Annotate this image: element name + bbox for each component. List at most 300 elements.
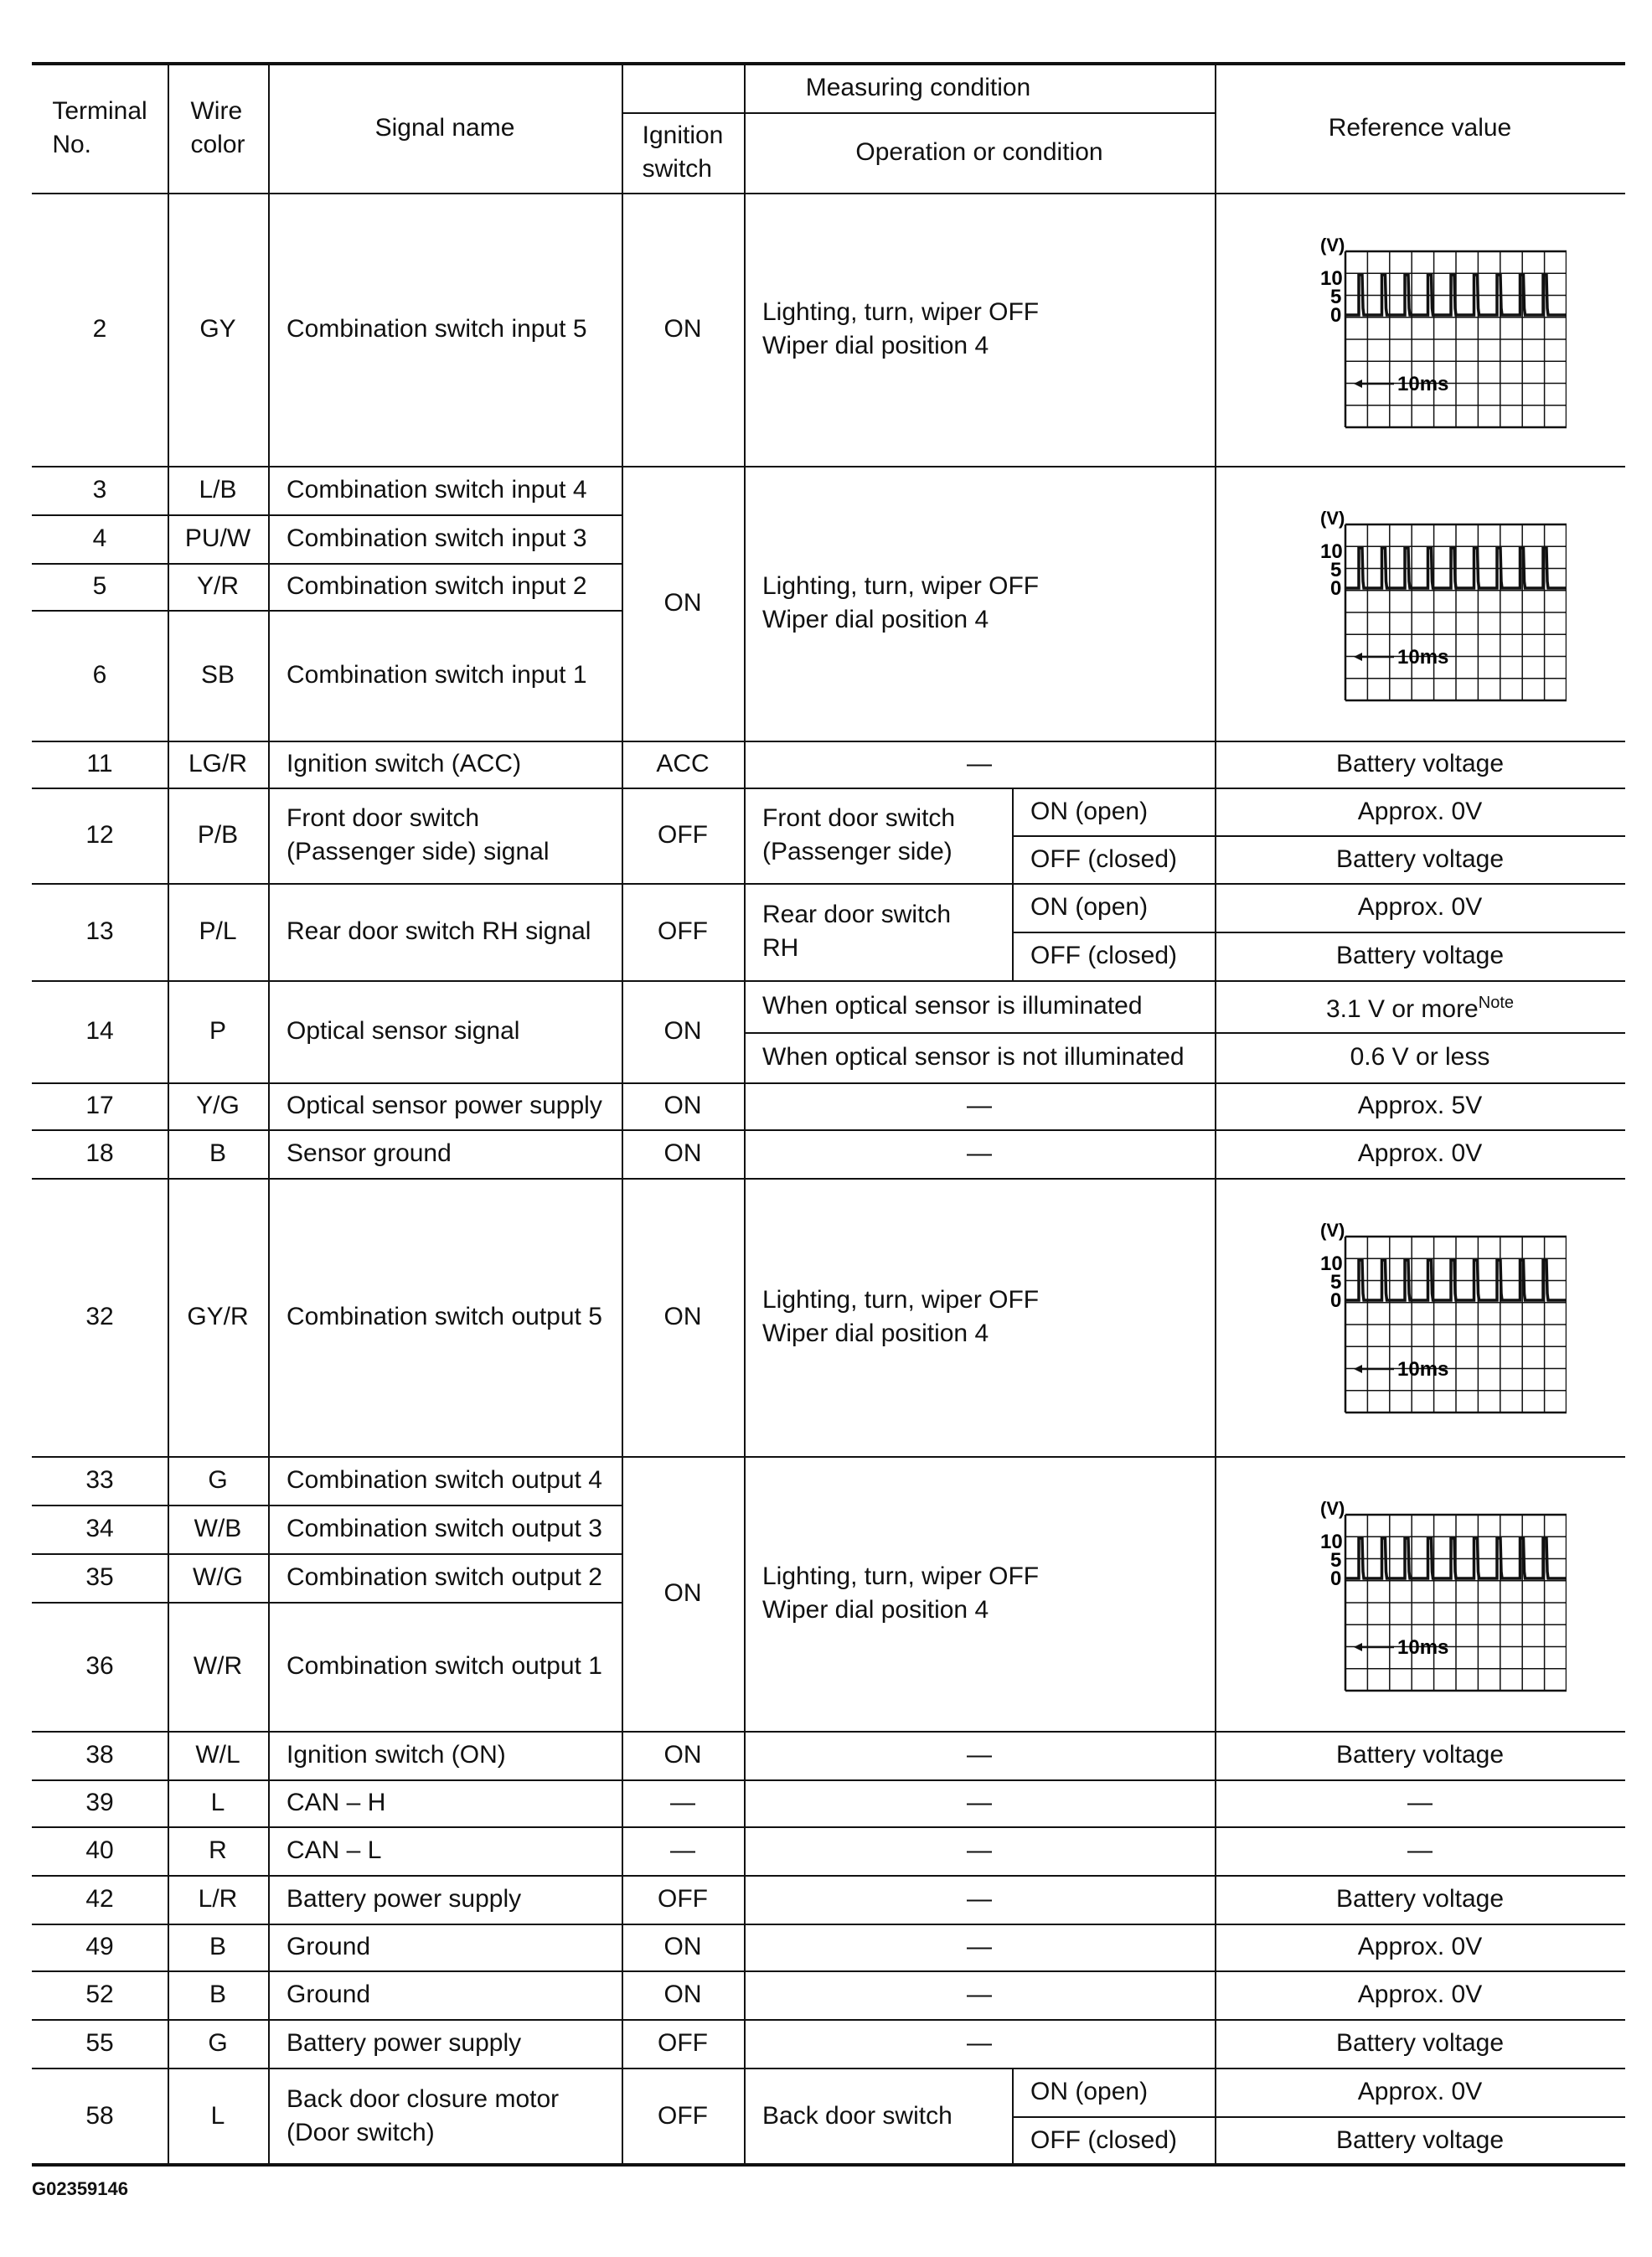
signal-name-text: Ignition switch (ON) [287,1741,506,1769]
reference-value-text: Approx. 0V [1357,1139,1483,1167]
operation-condition [744,1456,1215,1731]
signal-name [268,788,622,883]
operation-condition [744,1779,1215,1826]
terminal-no [32,1178,168,1456]
reference-value [1215,741,1625,788]
ignition-switch-text: ON [663,1092,702,1119]
signal-name-text: Combination switch output 1 [287,1652,602,1680]
wire-color [168,1875,268,1924]
reference-value [1215,1875,1625,1924]
scope-unit-label: (V) [1320,508,1345,529]
terminal-no [32,980,168,1082]
switch-state-text: ON (open) [1030,893,1149,921]
reference-value [1215,1924,1625,1970]
terminal-no-text: 17 [85,1092,114,1119]
ignition-switch-text: OFF [658,2029,708,2057]
operation-condition-text: — [967,1789,992,1816]
wire-color-text: Y/G [196,1092,240,1119]
signal-name [268,1505,622,1553]
ignition-switch-text: ON [663,1303,702,1330]
reference-value-text: Approx. 0V [1357,2078,1483,2105]
reference-waveform [1215,466,1625,741]
switch-state [1012,835,1215,883]
switch-state-text: ON (open) [1030,797,1149,825]
scope-y-tick-10: 10 [1320,1531,1343,1553]
ignition-switch [622,1731,744,1779]
wire-color [168,1456,268,1505]
scope-period-label: 10ms [1397,373,1449,395]
reference-value-text: Battery voltage [1335,2029,1505,2057]
wire-color-text: GY/R [187,1303,249,1330]
signal-name [268,1129,622,1178]
ignition-switch-text: OFF [658,2102,708,2130]
wire-color [168,980,268,1082]
terminal-no-text: 38 [85,1741,114,1769]
header-ignition-switch-text: Ignition switch [642,121,724,183]
scope-y-tick-5: 5 [1330,1271,1342,1294]
reference-value-text: Approx. 0V [1357,797,1483,825]
scope-y-tick-10: 10 [1320,1252,1343,1275]
scope-arrowhead-icon [1354,1365,1362,1373]
reference-value [1215,1826,1625,1875]
waveform-scope [1282,235,1567,452]
reference-value-text: Battery voltage [1335,2126,1505,2154]
terminal-no [32,1082,168,1129]
signal-name-text: Combination switch output 4 [287,1466,602,1494]
reference-value-text: 3.1 V or more$^{Note}$ [1326,994,1514,1023]
operation-condition [744,1924,1215,1970]
terminal-no-text: 14 [85,1017,114,1045]
operation-condition-text: — [967,1836,992,1864]
terminal-no-text: 12 [85,821,114,849]
waveform-scope [1282,1498,1567,1716]
scope-unit-label: (V) [1320,1498,1345,1519]
operation-condition-text: — [967,1933,992,1960]
wire-color-text: P/B [197,821,239,849]
scope-period-label: 10ms [1397,1636,1449,1659]
signal-name-text: Combination switch output 5 [287,1303,602,1330]
operation-condition-text: — [967,1092,992,1119]
scope-y-tick-0: 0 [1330,1568,1342,1590]
signal-name [268,1178,622,1456]
reference-value-text: Battery voltage [1335,844,1505,873]
ignition-switch [622,980,744,1082]
reference-value [1215,2019,1625,2068]
wire-color-text: G [208,1466,228,1494]
scope-period-label: 10ms [1397,646,1449,669]
wire-color [168,610,268,741]
scope-arrowhead-icon [1354,653,1362,661]
waveform-scope [1282,1220,1567,1438]
wire-color-text: W/R [193,1652,243,1680]
terminal-no-text: 13 [85,917,114,945]
wire-color [168,2068,268,2165]
wire-color-text: Y/R [196,572,239,600]
reference-value [1215,932,1625,980]
terminal-no [32,1602,168,1731]
signal-name-text: Combination switch output 2 [287,1563,602,1591]
ignition-switch-text: ON [663,315,702,343]
ignition-switch-text: ON [663,1017,702,1045]
figure-id: G02359146 [32,2178,128,2199]
signal-name-text: Combination switch input 4 [287,476,587,504]
ignition-switch-text: ACC [656,750,710,777]
ignition-switch [622,1924,744,1970]
operation-condition-text: Lighting, turn, wiper OFF Wiper dial position 4 [762,1562,1040,1624]
header-measuring-condition [622,64,1215,112]
wire-color [168,466,268,514]
operation-condition-text: — [967,1741,992,1769]
terminal-no-text: 35 [85,1563,114,1591]
signal-name-text: Ground [287,1933,371,1960]
terminal-no [32,610,168,741]
wire-color [168,193,268,466]
ignition-switch-text: ON [663,1981,702,2008]
ignition-switch-text: ON [663,1741,702,1769]
terminal-no-text: 55 [85,2029,114,2057]
signal-name [268,1875,622,1924]
terminal-no-text: 34 [85,1515,114,1542]
scope-y-tick-5: 5 [1330,286,1342,308]
signal-name [268,1826,622,1875]
operation-condition-text: Lighting, turn, wiper OFF Wiper dial position 4 [762,1286,1040,1347]
header-wire-color-text: Wire color [190,97,245,158]
wire-color-text: L/R [198,1885,238,1913]
scope-period-label: 10ms [1397,1358,1449,1381]
wire-color [168,514,268,563]
terminal-no [32,1970,168,2019]
wire-color-text: W/B [194,1515,242,1542]
terminal-no-text: 39 [85,1789,114,1816]
signal-name [268,980,622,1082]
signal-name-text: Ground [287,1981,371,2008]
table-bottom-rule [32,2163,1625,2167]
ignition-switch [622,1082,744,1129]
terminal-no [32,741,168,788]
header-terminal-text: Terminal No. [52,97,147,158]
terminal-no [32,1129,168,1178]
ignition-switch [622,741,744,788]
terminal-no-text: 40 [85,1836,114,1864]
operation-condition [744,466,1215,741]
wire-color [168,741,268,788]
header-wire-color [168,64,268,193]
header-operation-text: Operation or condition [855,138,1103,166]
terminal-no [32,1553,168,1602]
terminal-no [32,1826,168,1875]
ignition-switch-text: — [670,1836,695,1864]
ignition-switch [622,2068,744,2165]
wire-color-text: W/L [195,1741,240,1769]
ignition-switch [622,1178,744,1456]
wire-color-text: B [209,1139,226,1167]
switch-state-text: OFF (closed) [1030,2126,1178,2154]
reference-value [1215,2068,1625,2116]
operation-condition-text: Lighting, turn, wiper OFF Wiper dial position 4 [762,298,1040,359]
wire-color-text: W/G [193,1563,243,1591]
reference-value-text: Battery voltage [1335,750,1505,777]
scope-y-tick-5: 5 [1330,559,1342,581]
ignition-switch [622,883,744,980]
signal-name [268,883,622,980]
terminal-no-text: 4 [92,524,107,552]
operation-condition [744,883,1012,980]
signal-name-text: Battery power supply [287,1885,522,1913]
header-signal-name-text: Signal name [374,114,515,142]
signal-name [268,610,622,741]
signal-name [268,741,622,788]
signal-name-text: CAN – H [287,1789,386,1816]
signal-name [268,1082,622,1129]
header-terminal [32,64,168,193]
scope-y-tick-0: 0 [1330,1289,1342,1312]
terminal-no-text: 52 [85,1981,114,2008]
terminal-no [32,1875,168,1924]
signal-name-text: Ignition switch (ACC) [287,750,522,777]
signal-name [268,514,622,563]
wire-color [168,1082,268,1129]
header-measuring-condition-text: Measuring condition [805,74,1031,101]
operation-condition [744,1178,1215,1456]
terminal-no-text: 42 [85,1885,114,1913]
terminal-no-text: 36 [85,1652,114,1680]
signal-name [268,2068,622,2165]
reference-value-text: 0.6 V or less [1350,1043,1490,1071]
ignition-switch-text: — [670,1789,695,1816]
signal-name-text: Combination switch input 5 [287,315,587,343]
operation-condition [744,788,1012,883]
terminal-no [32,563,168,610]
reference-value-text: — [1407,1836,1433,1864]
reference-waveform [1215,193,1625,466]
ignition-switch-text: OFF [658,917,708,945]
header-ignition-switch [622,112,744,193]
wire-color-text: L [210,1789,225,1816]
scope-y-tick-0: 0 [1330,304,1342,327]
reference-value-text: Battery voltage [1335,942,1505,969]
reference-value [1215,883,1625,932]
signal-name-text: Combination switch input 2 [287,572,587,600]
signal-name [268,1924,622,1970]
terminal-no-text: 6 [92,661,107,689]
terminal-no-text: 3 [92,476,107,504]
ignition-switch [622,788,744,883]
ignition-switch [622,1826,744,1875]
ignition-switch [622,1875,744,1924]
switch-state-text: ON (open) [1030,2078,1149,2105]
scope-y-tick-10: 10 [1320,267,1343,290]
wire-color [168,1731,268,1779]
terminal-no [32,2068,168,2165]
ignition-switch-text: OFF [658,1885,708,1913]
operation-condition [744,1970,1215,2019]
signal-name [268,2019,622,2068]
scope-arrowhead-icon [1354,1643,1362,1651]
wire-color-text: B [209,1981,226,2008]
ignition-switch-text: ON [663,1139,702,1167]
wire-color [168,1826,268,1875]
terminal-no [32,193,168,466]
reference-value-text: Approx. 0V [1357,1981,1483,2008]
operation-condition [744,193,1215,466]
operation-condition [744,1731,1215,1779]
signal-name-text: Combination switch output 3 [287,1515,602,1542]
signal-name-text: Combination switch input 3 [287,524,587,552]
operation-condition-text: Back door switch [762,2102,952,2130]
reference-value-text: Approx. 0V [1357,1933,1483,1960]
wire-color-text: LG/R [188,750,248,777]
operation-condition-text: Lighting, turn, wiper OFF Wiper dial position 4 [762,572,1040,633]
reference-value [1215,1032,1625,1082]
terminal-no [32,1505,168,1553]
operation-condition [744,980,1215,1032]
operation-condition [744,2068,1012,2165]
operation-condition-text: Rear door switch RH [762,901,952,962]
wire-color-text: L [210,2102,225,2130]
terminal-no-text: 2 [92,315,107,343]
wire-color-text: R [209,1836,227,1864]
operation-condition [744,1032,1215,1082]
reference-value [1215,980,1625,1032]
terminal-no-text: 49 [85,1933,114,1960]
switch-state [1012,883,1215,932]
ignition-switch [622,1456,744,1731]
wire-color [168,2019,268,2068]
switch-state [1012,2116,1215,2165]
operation-condition-text: — [967,1981,992,2008]
operation-condition-text: — [967,2029,992,2057]
wire-color [168,1602,268,1731]
wire-color [168,1924,268,1970]
terminal-no-text: 5 [92,572,107,600]
terminal-no-text: 58 [85,2102,114,2130]
reference-value [1215,1970,1625,2019]
scope-unit-label: (V) [1320,1220,1345,1241]
switch-state [1012,932,1215,980]
scope-y-tick-5: 5 [1330,1549,1342,1572]
note-marker: Note [1478,994,1514,1012]
terminal-no [32,466,168,514]
signal-name-text: Sensor ground [287,1139,452,1167]
signal-name [268,1779,622,1826]
operation-condition [744,1082,1215,1129]
ignition-switch [622,1129,744,1178]
switch-state [1012,2068,1215,2116]
reference-value-text: Battery voltage [1335,1885,1505,1913]
terminal-no [32,514,168,563]
operation-condition-text: Front door switch (Passenger side) [762,804,956,865]
terminal-no [32,1456,168,1505]
signal-name-text: Battery power supply [287,2029,522,2057]
operation-condition-text: — [967,750,992,777]
operation-condition-text: — [967,1139,992,1167]
header-reference-value-text: Reference value [1328,114,1512,142]
terminal-no-text: 32 [85,1303,114,1330]
signal-name-text: Front door switch (Passenger side) signal [287,804,550,865]
wire-color-text: L/B [199,476,237,504]
signal-name [268,563,622,610]
operation-condition-text: When optical sensor is not illuminated [762,1043,1185,1071]
switch-state-text: OFF (closed) [1030,844,1178,873]
signal-name-text: Combination switch input 1 [287,661,587,689]
terminal-no-text: 33 [85,1466,114,1494]
signal-name [268,1553,622,1602]
operation-condition [744,1826,1215,1875]
wire-color-text: P/L [199,917,237,945]
ignition-switch [622,193,744,466]
wire-color-text: PU/W [184,524,251,552]
terminal-no [32,2019,168,2068]
signal-name-text: Back door closure motor (Door switch) [287,2085,560,2146]
reference-value-text: Approx. 0V [1357,893,1483,921]
reference-value [1215,788,1625,835]
wire-color [168,1505,268,1553]
operation-condition [744,2019,1215,2068]
terminal-no [32,1924,168,1970]
signal-name-text: Optical sensor power supply [287,1092,602,1119]
signal-name [268,466,622,514]
header-signal-name [268,64,622,193]
waveform-scope [1282,508,1567,726]
signal-name [268,1602,622,1731]
reference-value [1215,1082,1625,1129]
terminal-no-text: 11 [86,750,113,777]
reference-value [1215,2116,1625,2165]
reference-value [1215,1129,1625,1178]
operation-condition-text: — [967,1885,992,1913]
ignition-switch [622,1779,744,1826]
terminal-no [32,1731,168,1779]
signal-name [268,1970,622,2019]
reference-value [1215,1779,1625,1826]
wire-color [168,788,268,883]
operation-condition-text: When optical sensor is illuminated [762,992,1143,1020]
signal-name [268,1731,622,1779]
header-operation [744,112,1215,193]
ignition-switch-text: ON [663,1579,702,1607]
wire-color [168,563,268,610]
terminal-no-text: 18 [85,1139,114,1167]
ignition-switch-text: ON [663,1933,702,1960]
signal-name-text: CAN – L [287,1836,382,1864]
reference-value-text: Battery voltage [1335,1741,1505,1769]
wire-color [168,1178,268,1456]
reference-waveform [1215,1456,1625,1731]
terminal-no [32,1779,168,1826]
ignition-switch-text: OFF [658,821,708,849]
scope-y-tick-0: 0 [1330,577,1342,600]
ignition-switch-text: ON [663,589,702,617]
terminal-no [32,883,168,980]
operation-condition [744,1129,1215,1178]
ignition-switch [622,466,744,741]
scope-y-tick-10: 10 [1320,540,1343,563]
header-reference-value [1215,64,1625,193]
reference-value [1215,835,1625,883]
signal-name-text: Rear door switch RH signal [287,917,591,945]
wire-color-text: P [209,1017,226,1045]
switch-state-text: OFF (closed) [1030,942,1178,969]
ignition-switch [622,1970,744,2019]
wire-color-text: SB [200,661,235,689]
reference-value [1215,1731,1625,1779]
operation-condition [744,1875,1215,1924]
signal-name [268,193,622,466]
terminal-no [32,788,168,883]
wire-color [168,1970,268,2019]
wire-color [168,1129,268,1178]
ignition-switch [622,2019,744,2068]
